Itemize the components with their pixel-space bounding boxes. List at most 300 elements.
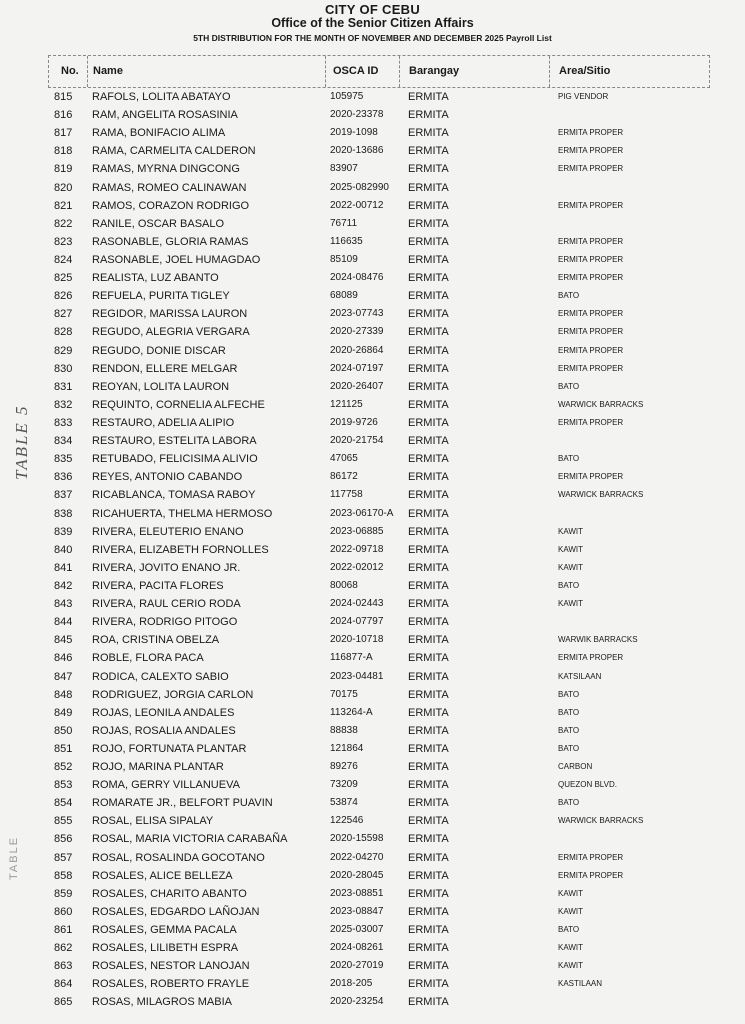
row-number: 826 (54, 290, 73, 303)
row-osca-id: 2020-26407 (330, 380, 384, 392)
header-divider (87, 56, 88, 87)
table-row (48, 885, 710, 903)
row-barangay: ERMITA (408, 942, 449, 955)
row-number: 859 (54, 887, 73, 900)
row-name: RODRIGUEZ, JORGIA CARLON (92, 688, 254, 701)
row-barangay: ERMITA (408, 290, 449, 303)
row-name: ROSALES, GEMMA PACALA (92, 924, 237, 937)
row-number: 836 (54, 471, 73, 484)
row-name: RAM, ANGELITA ROSASINIA (92, 109, 238, 122)
row-number: 831 (54, 380, 73, 393)
table-row (48, 722, 710, 740)
row-osca-id: 53874 (330, 797, 358, 809)
row-osca-id: 88838 (330, 724, 358, 736)
row-name: ROBLE, FLORA PACA (92, 652, 204, 665)
row-area: BATO (558, 743, 580, 753)
table-row (48, 867, 710, 885)
row-number: 837 (54, 489, 73, 502)
row-osca-id: 2023-04481 (330, 670, 384, 682)
row-name: REALISTA, LUZ ABANTO (92, 272, 219, 285)
row-name: REGUDO, DONIE DISCAR (92, 344, 226, 357)
row-barangay: ERMITA (408, 163, 449, 176)
row-barangay: ERMITA (408, 507, 449, 520)
row-barangay: ERMITA (408, 109, 449, 122)
table-row (48, 486, 710, 504)
row-barangay: ERMITA (408, 724, 449, 737)
row-area: KAWIT (558, 562, 584, 572)
row-barangay: ERMITA (408, 996, 449, 1009)
faded-table-annotation: TABLE (8, 835, 20, 880)
table-row (48, 577, 710, 595)
row-area: BATO (558, 454, 580, 464)
column-header-no: No. (61, 65, 79, 77)
table-row (48, 541, 710, 559)
table-row (48, 505, 710, 523)
table-row (48, 957, 710, 975)
row-number: 825 (54, 272, 73, 285)
row-barangay: ERMITA (408, 272, 449, 285)
table-row (48, 595, 710, 613)
header-divider (549, 56, 550, 87)
row-number: 857 (54, 851, 73, 864)
row-number: 845 (54, 634, 73, 647)
table-header-row (48, 55, 710, 88)
row-barangay: ERMITA (408, 127, 449, 140)
row-area: ERMITA PROPER (558, 852, 624, 862)
row-number: 854 (54, 797, 73, 810)
row-name: ROJAS, LEONILA ANDALES (92, 706, 235, 719)
table-row (48, 649, 710, 667)
row-barangay: ERMITA (408, 217, 449, 230)
row-osca-id: 2020-23254 (330, 996, 384, 1008)
row-area: ERMITA PROPER (558, 273, 624, 283)
row-number: 834 (54, 435, 73, 448)
row-name: RICAHUERTA, THELMA HERMOSO (92, 507, 273, 520)
row-name: ROSALES, EDGARDO LAÑOJAN (92, 905, 260, 918)
row-barangay: ERMITA (408, 960, 449, 973)
row-osca-id: 122546 (330, 815, 364, 827)
row-number: 824 (54, 253, 73, 266)
table-row (48, 740, 710, 758)
row-barangay: ERMITA (408, 453, 449, 466)
table-row (48, 758, 710, 776)
row-number: 856 (54, 833, 73, 846)
row-osca-id: 2020-26864 (330, 344, 384, 356)
payroll-subtitle: 5TH DISTRIBUTION FOR THE MONTH OF NOVEMBER AND DECEMBER 2025 Payroll List (193, 33, 552, 43)
row-osca-id: 117758 (330, 489, 363, 501)
table-row (48, 305, 710, 323)
row-osca-id: 89276 (330, 761, 358, 773)
row-barangay: ERMITA (408, 489, 449, 502)
row-name: RIVERA, PACITA FLORES (92, 579, 224, 592)
row-osca-id: 2020-27339 (330, 326, 384, 338)
table-row (48, 776, 710, 794)
row-name: RIVERA, ELEUTERIO ENANO (92, 525, 244, 538)
row-osca-id: 2024-08261 (330, 942, 384, 954)
row-name: RAMA, BONIFACIO ALIMA (92, 127, 226, 140)
row-barangay: ERMITA (408, 905, 449, 918)
row-name: ROJAS, ROSALIA ANDALES (92, 724, 236, 737)
row-barangay: ERMITA (408, 91, 449, 103)
row-number: 864 (54, 978, 73, 991)
row-name: RIVERA, RAUL CERIO RODA (92, 598, 241, 611)
row-name: RETUBADO, FELICISIMA ALIVIO (92, 453, 258, 466)
row-barangay: ERMITA (408, 253, 449, 266)
table-row (48, 124, 710, 142)
row-osca-id: 83907 (330, 163, 358, 175)
row-area: KAWIT (558, 906, 584, 916)
row-area: ERMITA PROPER (558, 254, 624, 264)
row-barangay: ERMITA (408, 833, 449, 846)
row-osca-id: 116635 (330, 235, 363, 247)
row-osca-id: 116877-A (330, 652, 373, 664)
row-name: ROSALES, ROBERTO FRAYLE (92, 978, 250, 991)
row-osca-id: 2023-08851 (330, 887, 384, 899)
table-row (48, 668, 710, 686)
row-number: 817 (54, 127, 73, 140)
row-area: CARBON (558, 762, 593, 772)
row-osca-id: 2024-07197 (330, 362, 384, 374)
row-number: 839 (54, 525, 73, 538)
table-row (48, 106, 710, 124)
table-row (48, 197, 710, 215)
row-number: 835 (54, 453, 73, 466)
row-barangay: ERMITA (408, 145, 449, 158)
row-barangay: ERMITA (408, 416, 449, 429)
table-row (48, 269, 710, 287)
table-row (48, 812, 710, 830)
row-area: KAWIT (558, 599, 584, 609)
table-row (48, 414, 710, 432)
row-number: 847 (54, 670, 73, 683)
row-area: ERMITA PROPER (558, 327, 624, 337)
row-name: ROSALES, NESTOR LANOJAN (92, 960, 250, 973)
table-row (48, 142, 710, 160)
row-osca-id: 2022-00712 (330, 199, 384, 211)
row-name: RASONABLE, GLORIA RAMAS (92, 235, 249, 248)
row-area: ERMITA PROPER (558, 653, 624, 663)
row-number: 862 (54, 942, 73, 955)
row-area: WARWICK BARRACKS (558, 816, 644, 826)
row-area: KAWIT (558, 544, 584, 554)
row-barangay: ERMITA (408, 924, 449, 937)
office-title: Office of the Senior Citizen Affairs (271, 16, 474, 30)
row-area: KAWIT (558, 888, 584, 898)
row-barangay: ERMITA (408, 326, 449, 339)
row-name: RESTAURO, ESTELITA LABORA (92, 435, 257, 448)
row-area: KASTILAAN (558, 979, 603, 989)
table-row (48, 559, 710, 577)
row-number: 863 (54, 960, 73, 973)
row-barangay: ERMITA (408, 598, 449, 611)
row-osca-id: 47065 (330, 453, 358, 465)
row-area: PIG VENDOR (558, 92, 609, 101)
row-osca-id: 2020-23378 (330, 109, 384, 121)
row-number: 849 (54, 706, 73, 719)
row-number: 858 (54, 869, 73, 882)
row-osca-id: 2019-1098 (330, 127, 378, 139)
row-name: RAMAS, ROMEO CALINAWAN (92, 181, 247, 194)
row-name: RICABLANCA, TOMASA RABOY (92, 489, 256, 502)
row-barangay: ERMITA (408, 761, 449, 774)
row-osca-id: 2019-9726 (330, 416, 378, 428)
row-number: 860 (54, 905, 73, 918)
row-number: 842 (54, 579, 73, 592)
table-row (48, 849, 710, 867)
row-barangay: ERMITA (408, 851, 449, 864)
row-number: 815 (54, 91, 73, 103)
row-osca-id: 80068 (330, 579, 358, 591)
row-osca-id: 2025-03007 (330, 924, 384, 936)
table-body (48, 88, 710, 1012)
row-area: ERMITA PROPER (558, 146, 624, 156)
row-name: RAMAS, MYRNA DINGCONG (92, 163, 240, 176)
row-barangay: ERMITA (408, 543, 449, 556)
row-name: REGIDOR, MARISSA LAURON (92, 308, 248, 321)
table-row (48, 830, 710, 848)
row-barangay: ERMITA (408, 706, 449, 719)
row-barangay: ERMITA (408, 344, 449, 357)
row-barangay: ERMITA (408, 199, 449, 212)
payroll-table (48, 55, 710, 1012)
row-osca-id: 2023-08847 (330, 905, 384, 917)
row-area: ERMITA PROPER (558, 236, 624, 246)
row-number: 853 (54, 779, 73, 792)
row-name: RODICA, CALEXTO SABIO (92, 670, 229, 683)
row-name: RANILE, OSCAR BASALO (92, 217, 225, 230)
row-name: ROJO, MARINA PLANTAR (92, 761, 224, 774)
row-number: 832 (54, 398, 73, 411)
row-area: KAWIT (558, 961, 584, 971)
row-osca-id: 2025-082990 (330, 181, 389, 193)
row-number: 829 (54, 344, 73, 357)
row-barangay: ERMITA (408, 308, 449, 321)
row-osca-id: 2022-09718 (330, 543, 384, 555)
row-osca-id: 76711 (330, 217, 358, 229)
row-number: 848 (54, 688, 73, 701)
row-barangay: ERMITA (408, 579, 449, 592)
row-area: ERMITA PROPER (558, 200, 624, 210)
row-osca-id: 70175 (330, 688, 358, 700)
row-number: 861 (54, 924, 73, 937)
row-osca-id: 86172 (330, 471, 358, 483)
row-area: ERMITA PROPER (558, 345, 624, 355)
row-number: 852 (54, 761, 73, 774)
row-barangay: ERMITA (408, 815, 449, 828)
row-number: 865 (54, 996, 73, 1009)
table-row (48, 903, 710, 921)
table-row (48, 88, 710, 106)
row-barangay: ERMITA (408, 797, 449, 810)
table-row (48, 160, 710, 178)
row-barangay: ERMITA (408, 561, 449, 574)
row-name: RIVERA, JOVITO ENANO JR. (92, 561, 241, 574)
row-osca-id: 121125 (330, 398, 363, 410)
handwritten-table-annotation: TABLE 5 (12, 404, 31, 480)
table-row (48, 432, 710, 450)
row-barangay: ERMITA (408, 181, 449, 194)
row-barangay: ERMITA (408, 471, 449, 484)
row-number: 819 (54, 163, 73, 176)
row-osca-id: 2024-07797 (330, 616, 384, 628)
row-area: KAWIT (558, 526, 584, 536)
row-area: KAWIT (558, 943, 584, 953)
row-osca-id: 2020-28045 (330, 869, 384, 881)
row-osca-id: 2020-15598 (330, 833, 384, 845)
row-area: BATO (558, 925, 580, 935)
table-row (48, 993, 710, 1011)
table-row (48, 921, 710, 939)
row-area: WARWICK BARRACKS (558, 399, 644, 409)
table-row (48, 939, 710, 957)
header-divider (399, 56, 400, 87)
row-area: WARWIK BARRACKS (558, 635, 638, 645)
row-name: RASONABLE, JOEL HUMAGDAO (92, 253, 261, 266)
row-name: RAMA, CARMELITA CALDERON (92, 145, 256, 158)
row-barangay: ERMITA (408, 670, 449, 683)
row-osca-id: 2020-21754 (330, 435, 384, 447)
row-name: ROJO, FORTUNATA PLANTAR (92, 742, 247, 755)
city-title: CITY OF CEBU (324, 2, 421, 17)
row-osca-id: 2024-08476 (330, 272, 384, 284)
row-name: ROSALES, LILIBETH ESPRA (92, 942, 239, 955)
row-number: 830 (54, 362, 73, 375)
row-name: RAMOS, CORAZON RODRIGO (92, 199, 250, 212)
row-osca-id: 121864 (330, 742, 364, 754)
row-number: 823 (54, 235, 73, 248)
row-number: 850 (54, 724, 73, 737)
table-row (48, 360, 710, 378)
row-name: ROSAL, MARIA VICTORIA CARABAÑA (92, 833, 288, 846)
column-header-area: Area/Sitio (559, 65, 611, 77)
row-name: REQUINTO, CORNELIA ALFECHE (92, 398, 265, 411)
row-area: ERMITA PROPER (558, 417, 624, 427)
row-name: RESTAURO, ADELIA ALIPIO (92, 416, 235, 429)
table-row (48, 704, 710, 722)
row-osca-id: 73209 (330, 779, 358, 791)
row-name: RAFOLS, LOLITA ABATAYO (92, 91, 231, 103)
row-name: REGUDO, ALEGRIA VERGARA (92, 326, 250, 339)
row-barangay: ERMITA (408, 380, 449, 393)
row-area: ERMITA PROPER (558, 309, 624, 319)
row-number: 838 (54, 507, 73, 520)
row-barangay: ERMITA (408, 869, 449, 882)
table-row (48, 342, 710, 360)
row-barangay: ERMITA (408, 616, 449, 629)
table-row (48, 179, 710, 197)
row-area: ERMITA PROPER (558, 363, 624, 373)
row-barangay: ERMITA (408, 688, 449, 701)
row-name: RIVERA, ELIZABETH FORNOLLES (92, 543, 269, 556)
table-row (48, 287, 710, 305)
table-row (48, 794, 710, 812)
row-name: ROSALES, ALICE BELLEZA (92, 869, 233, 882)
row-area: BATO (558, 580, 580, 590)
row-name: RENDON, ELLERE MELGAR (92, 362, 238, 375)
row-number: 820 (54, 181, 73, 194)
table-row (48, 631, 710, 649)
table-row (48, 450, 710, 468)
row-barangay: ERMITA (408, 435, 449, 448)
row-area: WARWICK BARRACKS (558, 490, 644, 500)
column-header-osca-id: OSCA ID (333, 65, 379, 77)
row-number: 827 (54, 308, 73, 321)
row-number: 844 (54, 616, 73, 629)
row-barangay: ERMITA (408, 978, 449, 991)
row-name: ROA, CRISTINA OBELZA (92, 634, 220, 647)
row-number: 841 (54, 561, 73, 574)
row-area: BATO (558, 291, 580, 301)
row-area: BATO (558, 725, 580, 735)
table-row (48, 523, 710, 541)
row-area: ERMITA PROPER (558, 870, 624, 880)
row-number: 822 (54, 217, 73, 230)
row-area: BATO (558, 689, 580, 699)
row-name: ROSAL, ROSALINDA GOCOTANO (92, 851, 265, 864)
row-osca-id: 2023-06885 (330, 525, 384, 537)
header-divider (325, 56, 326, 87)
row-osca-id: 2020-13686 (330, 145, 384, 157)
table-row (48, 396, 710, 414)
row-osca-id: 105975 (330, 91, 364, 102)
table-row (48, 215, 710, 233)
table-row (48, 251, 710, 269)
row-barangay: ERMITA (408, 634, 449, 647)
row-name: ROMARATE JR., BELFORT PUAVIN (92, 797, 273, 810)
row-osca-id: 2024-02443 (330, 598, 384, 610)
table-row (48, 975, 710, 993)
document-header (0, 0, 745, 44)
row-number: 833 (54, 416, 73, 429)
table-row (48, 378, 710, 396)
row-osca-id: 2023-06170-A (330, 507, 394, 519)
row-osca-id: 113264-A (330, 706, 373, 718)
table-row (48, 323, 710, 341)
row-barangay: ERMITA (408, 525, 449, 538)
row-osca-id: 2020-27019 (330, 960, 384, 972)
row-area: BATO (558, 381, 580, 391)
table-row (48, 613, 710, 631)
row-osca-id: 85109 (330, 253, 358, 265)
table-row (48, 686, 710, 704)
row-barangay: ERMITA (408, 398, 449, 411)
row-area: QUEZON BLVD. (558, 780, 617, 790)
row-name: ROMA, GERRY VILLANUEVA (92, 779, 240, 792)
row-name: REFUELA, PURITA TIGLEY (92, 290, 230, 303)
row-area: ERMITA PROPER (558, 128, 624, 138)
row-osca-id: 2020-10718 (330, 634, 384, 646)
table-row (48, 468, 710, 486)
row-number: 816 (54, 109, 73, 122)
row-area: ERMITA PROPER (558, 472, 624, 482)
table-row (48, 233, 710, 251)
row-name: ROSAL, ELISA SIPALAY (92, 815, 214, 828)
row-barangay: ERMITA (408, 652, 449, 665)
row-name: REOYAN, LOLITA LAURON (92, 380, 230, 393)
row-area: BATO (558, 707, 580, 717)
row-area: BATO (558, 798, 580, 808)
row-area: KATSILAAN (558, 671, 602, 681)
column-header-barangay: Barangay (409, 65, 460, 77)
row-number: 855 (54, 815, 73, 828)
row-number: 828 (54, 326, 73, 339)
row-name: ROSAS, MILAGROS MABIA (92, 996, 232, 1009)
row-number: 840 (54, 543, 73, 556)
row-name: RIVERA, RODRIGO PITOGO (92, 616, 238, 629)
row-number: 821 (54, 199, 73, 212)
row-barangay: ERMITA (408, 779, 449, 792)
row-number: 843 (54, 598, 73, 611)
